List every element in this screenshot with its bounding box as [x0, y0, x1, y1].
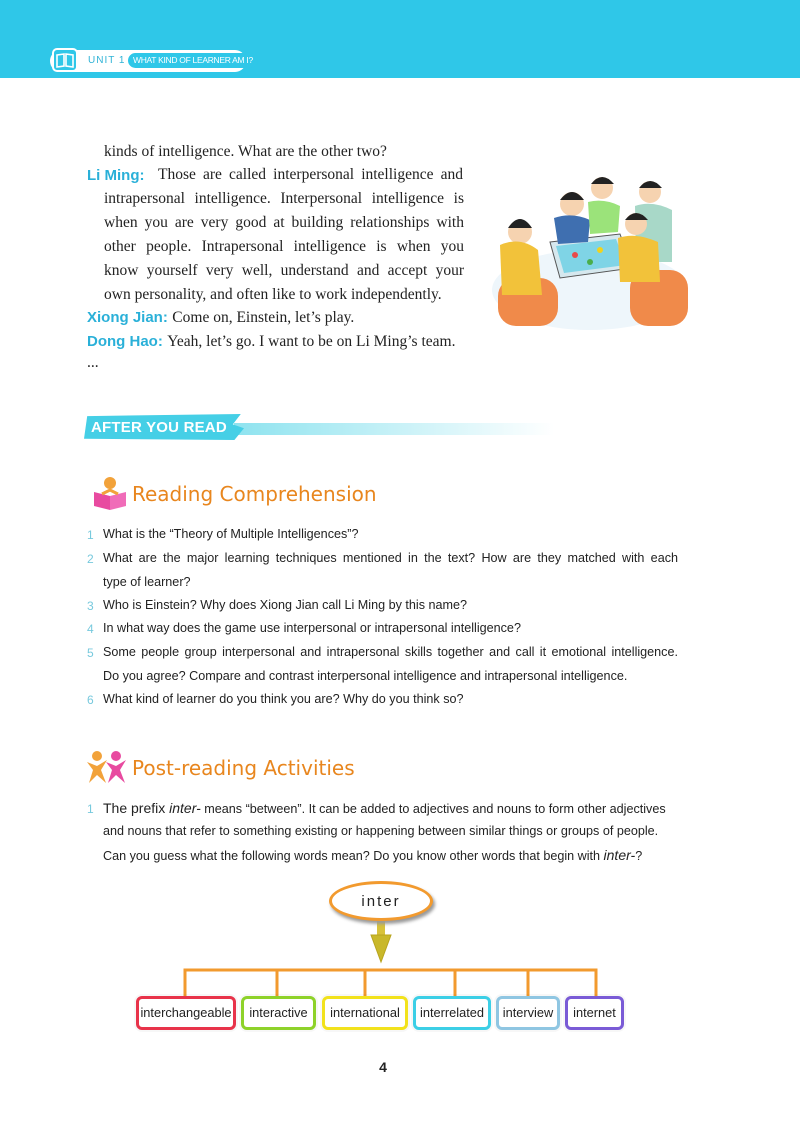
dialogue-line: intrapersonal intelligence. Interpersonal intelligence is: [104, 190, 464, 207]
dialogue-line: other people. Intrapersonal intelligence is when you: [104, 238, 464, 255]
question-text: Do you agree? Compare and contrast interpersonal intelligence and intrapersonal intelligence.: [103, 669, 628, 683]
banner-label: AFTER YOU READ: [91, 419, 227, 436]
dialogue-line: Those are called interpersonal intelligence and: [158, 166, 463, 183]
question-number: 3: [87, 599, 94, 613]
activity-number: 1: [87, 802, 94, 816]
dialogue-text: Come on, Einstein, let’s play.: [172, 309, 355, 326]
word-box: interrelated: [413, 996, 491, 1030]
word-box: interchangeable: [136, 996, 236, 1030]
speaker-xiong-jian: Xiong Jian:: [87, 309, 168, 326]
dialogue-line: when you are very good at building relationships with: [104, 214, 464, 231]
question-text: In what way does the game use interpersonal or intrapersonal intelligence?: [103, 621, 521, 635]
question-number: 4: [87, 622, 94, 636]
dialogue-line: know yourself very well, understand and accept your: [104, 262, 464, 279]
word-box: international: [322, 996, 408, 1030]
activity-text: and nouns that refer to something existing or happening between similar things or groups of people.: [103, 824, 659, 838]
dialogue-line: own personality, and often like to work independently.: [104, 286, 442, 303]
question-text: Who is Einstein? Why does Xiong Jian call Li Ming by this name?: [103, 598, 467, 612]
word-box: internet: [565, 996, 624, 1030]
question-number: 5: [87, 646, 94, 660]
question-number: 6: [87, 693, 94, 707]
page-number: 4: [379, 1059, 387, 1075]
unit-label: UNIT 1: [88, 55, 126, 66]
question-text: What are the major learning techniques mentioned in the text? How are they matched with each: [103, 551, 678, 565]
ellipsis: ...: [87, 354, 99, 371]
activity-text: The prefix: [103, 800, 170, 816]
question-text: What is the “Theory of Multiple Intelligences”?: [103, 527, 359, 541]
question-number: 2: [87, 552, 94, 566]
activity-text: ?: [635, 849, 643, 863]
word-box: interview: [496, 996, 560, 1030]
prefix-term: inter-: [603, 847, 636, 863]
question-text: type of learner?: [103, 575, 191, 589]
activity-text: Can you guess what the following words mean? Do you know other words that begin with: [103, 849, 604, 863]
activity-text: means “between”. It can be added to adjectives and nouns to form other adjectives: [200, 802, 666, 816]
question-text: Some people group interpersonal and intrapersonal skills together and call it emotional intelligence.: [103, 645, 678, 659]
unit-title: WHAT KIND OF LEARNER AM I?: [128, 53, 258, 68]
speaker-dong-hao: Dong Hao:: [87, 333, 163, 350]
prefix-term: inter-: [169, 800, 201, 816]
section-title-post-reading: Post-reading Activities: [132, 756, 355, 780]
section-title-reading-comprehension: Reading Comprehension: [132, 482, 377, 506]
question-text: What kind of learner do you think you are? Why do you think so?: [103, 692, 464, 706]
dialogue-line: kinds of intelligence. What are the other two?: [104, 143, 387, 160]
question-number: 1: [87, 528, 94, 542]
speaker-li-ming: Li Ming:: [87, 167, 145, 184]
root-word: inter: [361, 893, 401, 910]
dialogue-text: Yeah, let’s go. I want to be on Li Ming’s team.: [167, 333, 456, 350]
word-box: interactive: [241, 996, 316, 1030]
